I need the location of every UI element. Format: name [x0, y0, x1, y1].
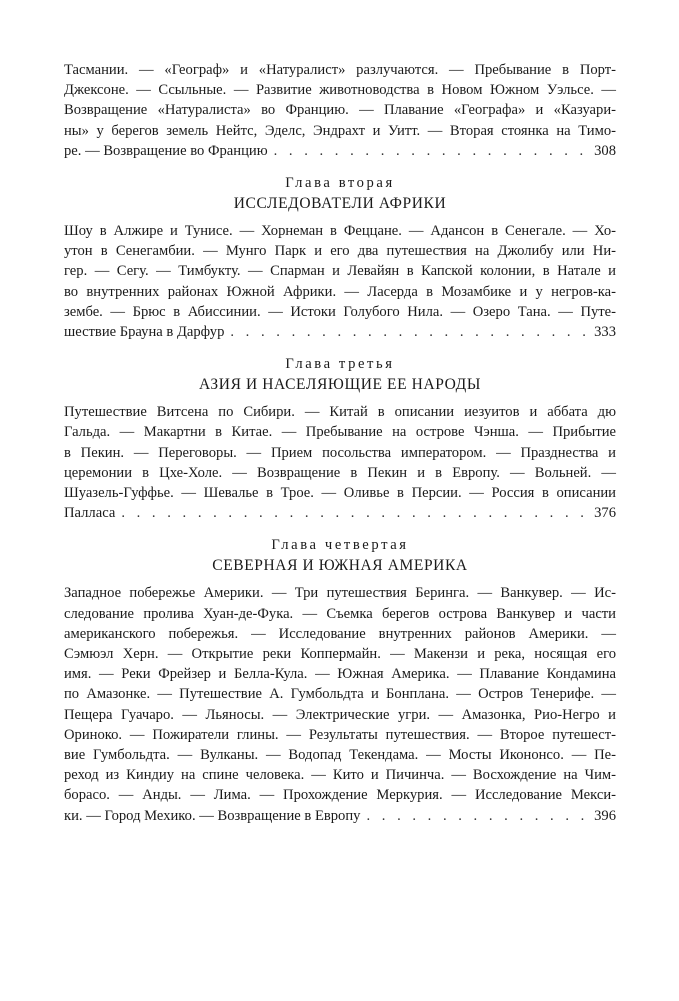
text-line: утон в Сенегамбии. — Мунго Парк и его два путешествия на Джолибу или Ни-	[64, 243, 616, 260]
text-line: Сэмюэл Херн. — Открытие реки Коппермайн. — Макензи и река, носящая его	[64, 646, 616, 663]
chapter-label: Глава четвертая	[271, 537, 409, 554]
text-line: ны» у берегов земель Нейтс, Эделс, Эндрахт и Уитт. — Вторая стоянка на Тимо-	[64, 122, 616, 139]
entry-text	[64, 402, 616, 503]
text-line: имя. — Реки Фрейзер и Белла-Кула. — Южная Америка. — Плавание Кондамина	[64, 666, 616, 683]
entry-last-line	[64, 503, 616, 523]
page-number: 376	[594, 505, 616, 522]
entry-text	[64, 583, 616, 805]
text-line: в Пекин. — Переговоры. — Прием посольства императором. — Празднества и	[64, 444, 616, 461]
text-line: Западное побережье Америки. — Три путешествия Беринга. — Ванкувер. — Ис-	[64, 585, 616, 602]
text-line: Палласа	[64, 505, 116, 522]
text-line: гер. — Сегу. — Тимбукту. — Спарман и Левайян в Капской колонии, в Натале и	[64, 263, 616, 280]
page-number: 308	[594, 142, 616, 159]
text-line: Путешествие Витсена по Сибири. — Китай в описании иезуитов и аббата дю	[64, 404, 616, 421]
dot-leader	[366, 806, 588, 826]
text-line: Шуазель-Гуффье. — Шевалье в Трое. — Оливье в Персии. — Россия в описании	[64, 485, 616, 502]
text-line: следование пролива Хуан-де-Фука. — Съемка берегов острова Ванкувер и части	[64, 605, 616, 622]
text-line: борасо. — Анды. — Лима. — Прохождение Меркурия. — Исследование Мекси-	[64, 787, 616, 804]
dot-leader	[274, 141, 589, 161]
text-line: Гальда. — Макартни в Китае. — Пребывание на острове Чэнша. — Прибытие	[64, 424, 616, 441]
text-line: Шоу в Алжире и Тунисе. — Хорнеман в Феццане. — Адансон в Сенегале. — Хо-	[64, 223, 616, 240]
toc-entry-chapter-2	[64, 173, 616, 342]
page-number: 333	[594, 324, 616, 341]
text-line: Пещера Гуачаро. — Льяносы. — Электрические угри. — Амазонка, Рио-Негро и	[64, 706, 616, 723]
entry-last-line	[64, 322, 616, 342]
page-number: 396	[594, 807, 616, 824]
text-line: американского побережья. — Исследование внутренних районов Америки. —	[64, 625, 616, 642]
text-line: зембе. — Брюс в Абиссинии. — Истоки Голубого Нила. — Озеро Тана. — Путе-	[64, 303, 616, 320]
text-line: вие Гумбольдта. — Вулканы. — Водопад Текендама. — Мосты Икононсо. — Пе-	[64, 747, 616, 764]
table-of-contents	[64, 60, 616, 826]
text-line: Тасмании. — «Географ» и «Натуралист» разлучаются. — Пребывание в Порт-	[64, 62, 616, 78]
entry-text	[64, 221, 616, 322]
text-line: ре. — Возвращение во Францию	[64, 142, 268, 159]
chapter-label: Глава третья	[285, 356, 395, 373]
text-line: церемонии в Цхе-Холе. — Возвращение в Пекин и в Европу. — Вольней. —	[64, 464, 616, 481]
chapter-label: Глава вторая	[285, 175, 395, 192]
text-line: во внутренних районах Южной Африки. — Ласерда в Мозамбике и у негров-ка-	[64, 283, 616, 300]
dot-leader	[230, 322, 588, 342]
chapter-title: АЗИЯ И НАСЕЛЯЮЩИЕ ЕЕ НАРОДЫ	[199, 376, 481, 394]
text-line: Ориноко. — Пожиратели глины. — Результаты путешествия. — Второе путешест-	[64, 726, 616, 743]
entry-last-line	[64, 141, 616, 161]
entry-last-line	[64, 806, 616, 826]
toc-entry-chapter-3	[64, 354, 616, 523]
toc-entry-continuation	[64, 60, 616, 161]
text-line: по Амазонке. — Путешествие А. Гумбольдта и Бонплана. — Остров Тенерифе. —	[64, 686, 616, 703]
entry-text	[64, 60, 616, 141]
chapter-title: СЕВЕРНАЯ И ЮЖНАЯ АМЕРИКА	[212, 557, 468, 575]
text-line: шествие Брауна в Дарфур	[64, 324, 225, 341]
chapter-title: ИССЛЕДОВАТЕЛИ АФРИКИ	[233, 195, 447, 213]
dot-leader	[121, 503, 588, 523]
text-line: ки. — Город Мехико. — Возвращение в Европу	[64, 807, 361, 824]
text-line: реход из Киндиу на спине человека. — Кито и Пичинча. — Восхождение на Чим-	[64, 767, 616, 784]
text-line: Джексоне. — Ссыльные. — Развитие животноводства в Новом Южном Уэльсе. —	[64, 82, 616, 99]
toc-entry-chapter-4	[64, 535, 616, 825]
text-line: Возвращение «Натуралиста» во Францию. — Плавание «Географа» и «Казуари-	[64, 102, 616, 119]
